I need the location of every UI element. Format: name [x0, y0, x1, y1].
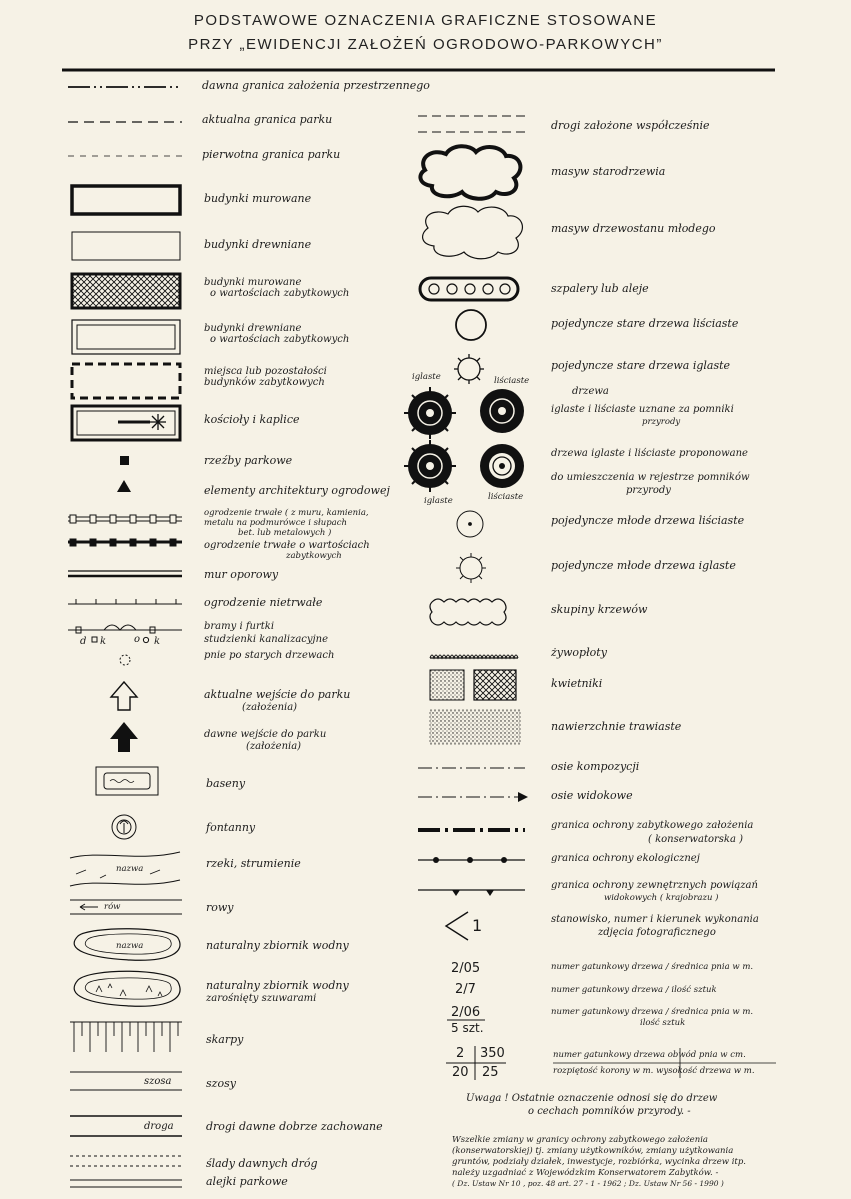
label-dawna-granica: dawna granica założenia przestrzennego — [202, 79, 430, 92]
label-proponowane-3: przyrody — [626, 485, 671, 496]
label-studzienki: studzienki kanalizacyjne — [204, 634, 329, 645]
label-bramy: bramy i furtki — [204, 621, 275, 632]
label-elementy: elementy architektury ogrodowej — [204, 484, 390, 497]
fontanna-spray — [120, 821, 128, 833]
rzezby-symbol — [120, 456, 129, 465]
label-droga: droga — [144, 1121, 174, 1132]
label-wejscie-dawne-1: dawne wejście do parku — [204, 729, 327, 740]
masyw-staro-symbol — [420, 146, 520, 199]
label-lisciaste: liściaste — [494, 376, 530, 386]
label-kwietniki: kwietniki — [551, 677, 603, 690]
poj-lisciaste-symbol — [456, 310, 486, 340]
label-ogrodzenie-nietrwale: ogrodzenie nietrwałe — [204, 596, 323, 609]
label-note-2: (konserwatorskiej) tj. zmiany użytkowników, zmiany użytkowania — [452, 1146, 734, 1156]
label-alejki: alejki parkowe — [206, 1175, 288, 1188]
label-lisciaste-2: liściaste — [488, 492, 524, 502]
label-fontanny: fontanny — [206, 821, 256, 834]
label-num-3-top: 2/06 — [451, 1005, 481, 1020]
wejscie-aktualne-arrow — [111, 682, 137, 710]
baseny-outer — [96, 767, 158, 795]
rzeka-bank1 — [70, 852, 180, 858]
label-note-4: należy uzgadniać z Wojewódzkim Konserwatorem Zabytków. - — [452, 1168, 719, 1178]
ogrodzenie-trwale-posts — [70, 515, 176, 523]
proponowane-iglasty-symbol — [404, 440, 456, 492]
rzeka-bank2 — [70, 880, 180, 886]
label-slady: ślady dawnych dróg — [206, 1157, 318, 1170]
studzienka-d-symbol — [92, 637, 97, 642]
label-pomniki-1: drzewa — [572, 386, 609, 397]
label-szosy: szosy — [206, 1077, 236, 1090]
label-num-3-desc-1: numer gatunkowy drzewa / średnica pnia w m. — [551, 1007, 754, 1017]
label-mur-oporowy: mur oporowy — [204, 568, 279, 581]
label-rowy: rowy — [206, 901, 234, 914]
label-budynki-drewniane: budynki drewniane — [204, 238, 312, 251]
skarpa-hachures — [74, 1022, 178, 1052]
label-stanowisko-num: 1 — [472, 916, 483, 935]
label-wejscie-akt-2: (założenia) — [242, 702, 298, 713]
label-baseny: baseny — [206, 777, 246, 790]
label-uwaga-2: o cechach pomników przyrody. - — [528, 1106, 691, 1117]
budynki-drewniane-zab-inner — [77, 325, 175, 349]
label-pierwotna-granica: pierwotna granica parku — [202, 148, 341, 161]
koscioly-star — [150, 414, 166, 430]
label-rzezby: rzeźby parkowe — [204, 454, 293, 467]
poj-iglaste-symbol — [458, 358, 480, 380]
label-osie-wid: osie widokowe — [551, 789, 633, 802]
label-mlode-lisciaste: pojedyncze młode drzewa liściaste — [551, 514, 745, 527]
stanowisko-arrow — [446, 912, 468, 940]
label-iglaste: iglaste — [412, 372, 441, 382]
label-szpalery: szpalery lub aleje — [551, 282, 649, 295]
mlode-iglaste-symbol — [460, 557, 482, 579]
label-bud-mur-zab-2: o wartościach zabytkowych — [210, 288, 350, 299]
label-budynki-murowane: budynki murowane — [204, 192, 312, 205]
label-proponowane-2: do umieszczenia w rejestrze pomników — [551, 472, 750, 483]
zbiornik-zar-outer — [74, 971, 180, 1006]
label-bud-drew-zab-2: o wartościach zabytkowych — [210, 334, 350, 345]
label-masyw-staro: masyw starodrzewia — [551, 165, 666, 178]
label-note-1: Wszelkie zmiany w granicy ochrony zabytkowego założenia — [452, 1135, 708, 1145]
bramy-arcs — [104, 625, 136, 630]
label-zbiornik-zar-2: zarośnięty szuwarami — [206, 993, 317, 1004]
page-subtitle: PRZY „EWIDENCJI ZAŁOŻEŃ OGRODOWO-PARKOWYCH” — [188, 36, 663, 53]
label-sym-o: o — [134, 634, 141, 645]
label-ogrodzenie-2: metalu na podmurówce i słupach — [204, 518, 347, 528]
budynki-murowane-symbol — [72, 186, 180, 214]
label-granica-zewn-1: granica ochrony zewnętrznych powiązań — [551, 880, 758, 891]
label-ogrodzenie-1: ogrodzenie trwałe ( z muru, kamienia, — [204, 508, 369, 518]
label-zbiornik-zar-1: naturalny zbiornik wodny — [206, 979, 349, 992]
label-drogi-zal: drogi założone współcześnie — [551, 119, 710, 132]
label-frac-b: 350 — [480, 1046, 505, 1061]
label-proponowane-1: drzewa iglaste i liściaste proponowane — [551, 448, 748, 459]
label-num-2-desc: numer gatunkowy drzewa / ilość sztuk — [551, 985, 717, 995]
label-frac-desc-2: rozpiętość korony w m. wysokość drzewa w m. — [553, 1066, 755, 1076]
label-mlode-iglaste: pojedyncze młode drzewa iglaste — [551, 559, 736, 572]
label-ogrodzenie-zab-1: ogrodzenie trwałe o wartościach — [204, 540, 370, 551]
label-num-1: 2/05 — [451, 961, 481, 976]
label-frac-a: 2 — [456, 1046, 465, 1061]
studzienka-o-symbol — [143, 637, 148, 642]
label-zbiornik: naturalny zbiornik wodny — [206, 939, 349, 952]
label-rzeki: rzeki, strumienie — [206, 857, 301, 870]
proponowane-lisciasty-symbol — [480, 444, 524, 488]
pomnik-lisciasty-symbol — [480, 389, 524, 433]
page-title: PODSTAWOWE OZNACZENIA GRAFICZNE STOSOWANE — [193, 12, 658, 29]
label-sym-d: d — [80, 636, 87, 647]
label-iglaste-2: iglaste — [424, 496, 453, 506]
label-num-3-desc-2: ilość sztuk — [640, 1018, 686, 1028]
elementy-symbol — [117, 480, 131, 492]
granica-zewn-triangles — [452, 890, 494, 896]
zbiornik-zar-reeds — [96, 984, 162, 996]
label-num-3-bot: 5 szt. — [451, 1021, 484, 1035]
label-bud-drew-zab-1: budynki drewniane — [204, 323, 302, 334]
label-wejscie-akt-1: aktualne wejście do parku — [204, 688, 351, 701]
label-pnie: pnie po starych drzewach — [204, 650, 335, 661]
mlode-lisciaste-center — [469, 523, 472, 526]
label-rzeka-nazwa: nazwa — [116, 864, 144, 874]
label-wejscie-dawne-2: (założenia) — [246, 741, 302, 752]
masyw-mlody-symbol — [423, 206, 523, 259]
label-szosa: szosa — [144, 1076, 172, 1087]
label-osie-komp: osie kompozycji — [551, 760, 640, 773]
pomnik-iglasty-symbol — [404, 387, 456, 439]
label-num-1-desc: numer gatunkowy drzewa / średnica pnia w m. — [551, 962, 754, 972]
label-miejsca-2: budynków zabytkowych — [204, 377, 325, 388]
skupiny-symbol — [430, 599, 506, 625]
kwietnik-2 — [474, 670, 516, 700]
label-masyw-mlody: masyw drzewostanu młodego — [551, 222, 716, 235]
label-note-3: gruntów, podziały działek, inwestycje, rozbiórka, wycinka drzew itp. — [452, 1157, 746, 1167]
label-miejsca-1: miejsca lub pozostałości — [204, 366, 327, 377]
label-bud-mur-zab-1: budynki murowane — [204, 277, 302, 288]
row-arrow — [80, 904, 98, 910]
label-stanowisko-1: stanowisko, numer i kierunek wykonania — [551, 914, 759, 925]
label-num-2: 2/7 — [455, 982, 476, 997]
label-sym-k: k — [100, 636, 107, 647]
label-drogi-dawne: drogi dawne dobrze zachowane — [206, 1120, 383, 1133]
label-poj-iglaste: pojedyncze stare drzewa iglaste — [551, 359, 731, 372]
budynki-drewniane-symbol — [72, 232, 180, 260]
label-pomniki-3: przyrody — [642, 417, 681, 427]
label-frac-d: 25 — [482, 1065, 499, 1080]
label-ogrodzenie-3: bet. lub metalowych ) — [238, 528, 332, 538]
label-pomniki-2: iglaste i liściaste uznane za pomniki — [551, 404, 734, 415]
baseny-inner — [104, 773, 150, 789]
wejscie-dawne-arrow — [110, 722, 138, 752]
label-trawiaste: nawierzchnie trawiaste — [551, 720, 682, 733]
miejsca-symbol — [72, 364, 180, 398]
label-ogrodzenie-zab-2: zabytkowych — [286, 551, 342, 561]
ogrodzenie-nietrwale-ticks — [76, 599, 176, 604]
label-note-5: ( Dz. Ustaw Nr 10 , poz. 48 art. 27 - 1 - 1962 ; Dz. Ustaw Nr 56 - 1990 ) — [452, 1179, 724, 1188]
label-frac-desc-1: numer gatunkowy drzewa obwód pnia w cm. — [553, 1050, 746, 1060]
label-granica-ochr-1: granica ochrony zabytkowego założenia — [551, 820, 754, 831]
label-poj-lisciaste: pojedyncze stare drzewa liściaste — [551, 317, 739, 330]
label-granica-ochr-2: ( konserwatorska ) — [648, 834, 744, 845]
budynki-murowane-zab-symbol — [72, 274, 180, 308]
label-skupiny: skupiny krzewów — [551, 603, 648, 616]
label-zbiornik-nazwa: nazwa — [116, 941, 144, 951]
baseny-water — [110, 780, 134, 783]
osie-wid-arrowhead — [518, 792, 528, 802]
label-aktualna-granica: aktualna granica parku — [202, 113, 333, 126]
label-zywoploty: żywopłoty — [551, 646, 607, 659]
szpalery-circles — [429, 284, 510, 294]
trawiaste-symbol — [430, 710, 520, 744]
pnie-symbol — [120, 655, 130, 665]
label-granica-zewn-2: widokowych ( krajobrazu ) — [604, 893, 719, 903]
label-koscioly: kościoły i kaplice — [204, 413, 300, 426]
label-frac-c: 20 — [452, 1065, 469, 1080]
label-skarpy: skarpy — [206, 1033, 244, 1046]
label-granica-ekol: granica ochrony ekologicznej — [551, 853, 700, 864]
label-sym-k2: k — [154, 636, 161, 647]
label-row: rów — [104, 902, 121, 912]
kwietnik-1 — [430, 670, 464, 700]
label-uwaga-1: Uwaga ! Ostatnie oznaczenie odnosi się do drzew — [466, 1093, 718, 1104]
label-stanowisko-2: zdjęcia fotograficznego — [598, 927, 716, 938]
szpalery-outer — [420, 278, 518, 300]
